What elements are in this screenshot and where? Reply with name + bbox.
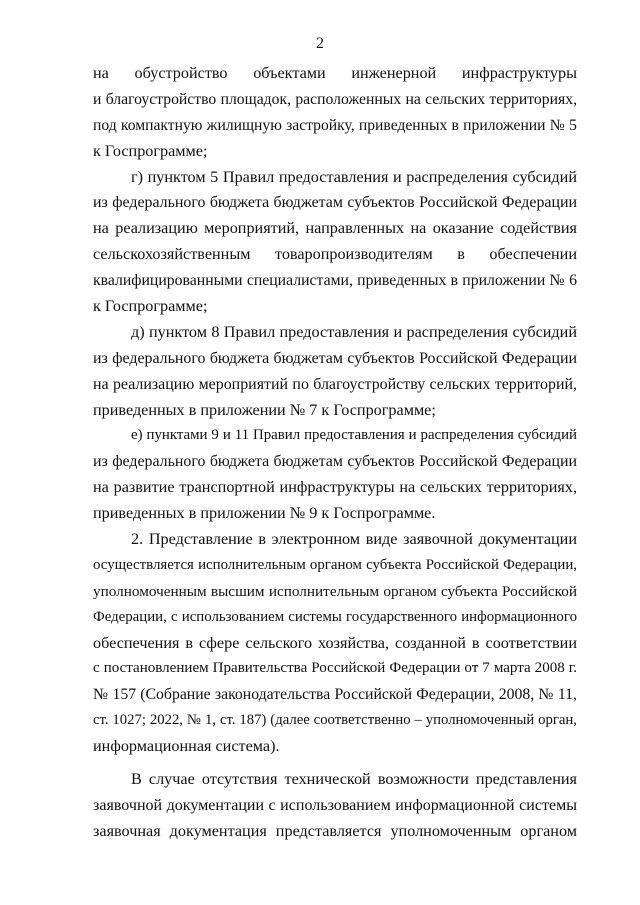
text-line: к Госпрограмме; <box>93 297 208 316</box>
text-line: из федерального бюджета бюджетам субъектов Российской Федерации <box>93 194 577 212</box>
text-line: Федерации, с использованием системы государственного информационного <box>93 608 577 625</box>
text-line: обеспечения в сфере сельского хозяйства, созданной в соответствии <box>93 633 577 652</box>
text-line: под компактную жилищную застройку, приведенных в приложении № 5 <box>93 116 577 134</box>
text-line: на развитие транспортной инфраструктуры на сельских территориях, <box>93 478 577 497</box>
text-line: и благоустройство площадок, расположенных на сельских территориях, <box>93 90 577 108</box>
text-line: е) пунктами 9 и 11 Правил предоставления и распределения субсидий <box>131 427 577 444</box>
paragraph-item-g <box>93 165 577 320</box>
text-line: заявочная документация представляется уполномоченным органом <box>93 821 577 840</box>
paragraph-intro-continuation <box>93 61 577 165</box>
text-line: с постановлением Правительства Российской Федерации от 7 марта 2008 г. <box>93 660 577 677</box>
text-line: г) пунктом 5 Правил предоставления и распределения субсидий <box>131 167 577 186</box>
text-line: на реализацию мероприятий, направленных на оказание содействия <box>93 219 577 238</box>
text-line: на обустройство объектами инженерной инфраструктуры <box>93 64 577 82</box>
text-line: на реализацию мероприятий по благоустройству сельских территорий, <box>93 375 577 393</box>
text-line: 2. Представление в электронном виде заявочной документации <box>131 530 577 549</box>
text-line: информационная система). <box>93 737 280 756</box>
text-line: ст. 1027; 2022, № 1, ст. 187) (далее соответственно – уполномоченный орган, <box>93 712 577 729</box>
text-line: № 157 (Собрание законодательства Российской Федерации, 2008, № 11, <box>93 686 577 704</box>
text-line: приведенных в приложении № 9 к Госпрограмме. <box>93 504 436 523</box>
text-line: В случае отсутствия технической возможности представления <box>131 770 577 789</box>
text-line: из федерального бюджета бюджетам субъектов Российской Федерации <box>93 453 577 471</box>
paragraph-spacer <box>93 760 577 767</box>
paragraph-no-technical-capability <box>93 767 577 845</box>
document-body <box>93 61 577 845</box>
text-line: сельскохозяйственным товаропроизводителям в обеспечении <box>93 245 577 264</box>
paragraph-item-d <box>93 320 577 424</box>
text-line: заявочной документации с использованием информационной системы <box>93 796 577 814</box>
text-line: к Госпрограмме; <box>93 141 208 160</box>
text-line: осуществляется исполнительным органом субъекта Российской Федерации, <box>93 556 577 573</box>
text-line: уполномоченным высшим исполнительным органом субъекта Российской <box>93 582 577 600</box>
text-line: квалифицированными специалистами, приведенных в приложении № 6 <box>93 272 577 290</box>
text-line: приведенных в приложении № 7 к Госпрограмме; <box>93 400 436 419</box>
text-line: из федерального бюджета бюджетам субъектов Российской Федерации <box>93 349 577 367</box>
paragraph-clause-2 <box>93 527 577 760</box>
page-number: 2 <box>316 35 324 52</box>
paragraph-item-e <box>93 423 577 527</box>
text-line: д) пунктом 8 Правил предоставления и распределения субсидий <box>131 322 577 341</box>
